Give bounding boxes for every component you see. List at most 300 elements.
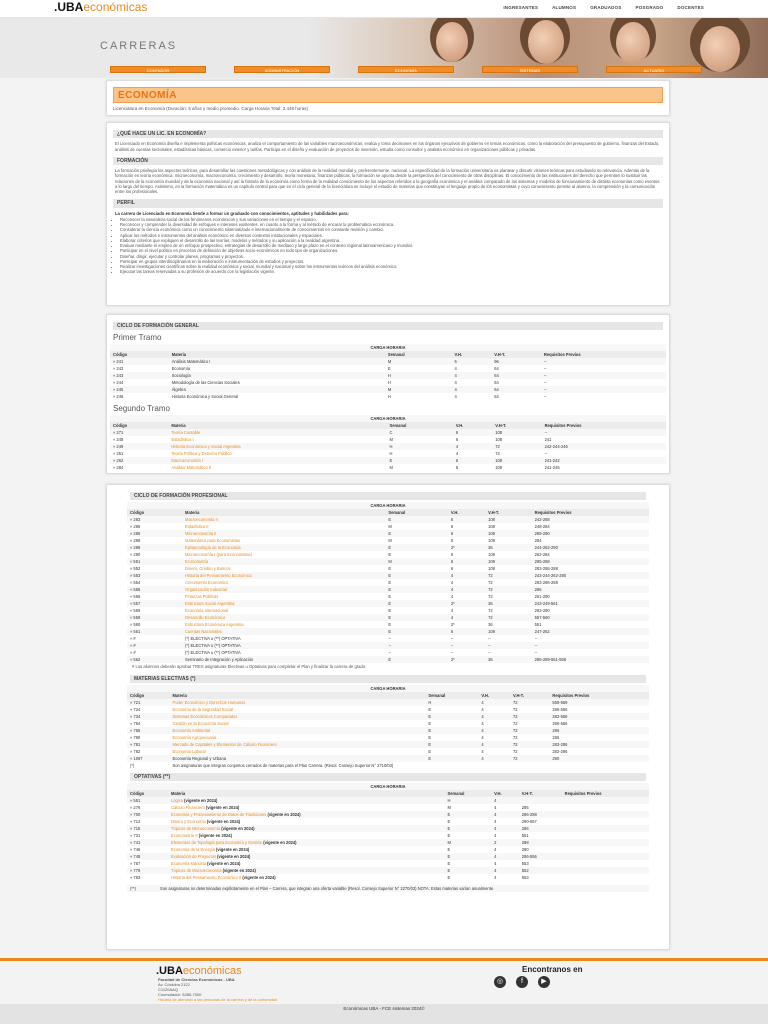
table-cell: » 271 (110, 429, 168, 436)
table-cell: E (425, 755, 478, 762)
table-cell: M (445, 839, 492, 846)
career-header-card (106, 80, 670, 116)
table-cell (562, 818, 649, 825)
table-cell: Economía (171, 366, 191, 372)
table-row (110, 393, 666, 400)
formacion-text: La formación privilegia los aspectos teóricos, para desarrollar las cuestiones metodológicas y con análisis de la realidad mundial y, preferentemente, nacional. La especificidad de la formación universitaria es plantear y discutir visiones teóricas para estudiando su relevancia. Además de la formación en teoría económica: microeconomía, macroeconomía, crecimiento y desarrollo, teoría monetaria, finanzas públicas, la formación se apunta desde la perspectiva del conocimiento de otras disciplinas. El conocimiento de las instituciones del derecho que permiten lo sustituir las relaciones de la economía mundial y de la economía nacional y así la historia de la economía como forma de la realidad conocimiento de los aspectos referidos a la geografía económica y el análisis comparado de los sistemas y modelos de funcionamiento de distinta economías como eventos a lo largo del tiempo. Asimismo, en la formación matemática es un capítulo central para que en el ciclo general de la licenciatura se incluye el estudio de materias que constituyan el lenguaje propio de los economistas y cuyo conocimiento permite al alumno, la comprensión y la comunicación entre los profesionales. (115, 168, 660, 194)
table-cell: 283-286 (549, 741, 649, 748)
table-cell: 553 (521, 860, 529, 866)
table-cell: 72 (510, 741, 549, 748)
course-link[interactable]: Epistemología de la Economía (185, 545, 241, 551)
nav-ingresantes[interactable]: INGRESANTES (503, 5, 539, 10)
course-link[interactable]: Economía Marxista (170, 860, 207, 866)
table-cell (168, 839, 445, 846)
course-link[interactable]: Teoría Política y Derecho Público (171, 451, 232, 457)
table-cell: 4 (494, 874, 497, 880)
nav-posgrado[interactable]: POSGRADO (635, 5, 664, 10)
course-link[interactable]: Estadística I (171, 437, 194, 443)
table-cell: » 700 (127, 811, 168, 818)
table-row (110, 386, 666, 393)
col-header: Materia (168, 422, 386, 429)
col-header: Requisitos Previos (541, 351, 666, 358)
footer-address-title: Facultad de Ciencias Económicas - UBA (158, 977, 235, 982)
vigente-label: (vigente en 2024) (266, 811, 301, 817)
course-link[interactable]: Microeconomía I (para Economistas) (185, 552, 252, 558)
tab-economia[interactable]: ECONOMÍA (358, 66, 454, 73)
col-header: Código (127, 692, 170, 699)
table-cell: 243-244-262-290 (532, 572, 649, 579)
about-heading: ¿QUÉ HACE UN LIC. EN ECONOMÍA? (113, 130, 663, 138)
table-cell: -- (488, 650, 491, 656)
list-item: • Ejecutar las tareas reservadas a su profesión de acuerdo con la legislación vigente. (120, 269, 666, 274)
table-cell (562, 867, 649, 874)
page-title: CARRERAS (100, 40, 178, 52)
table-cell: E (425, 713, 478, 720)
table-cell: E (385, 544, 448, 551)
course-link[interactable]: Economía Agropecuaria (172, 734, 217, 740)
table-cell: » 712 (130, 818, 141, 824)
table-cell (168, 450, 386, 457)
table-cell: » 262 (110, 457, 168, 464)
list-item: • Diseñar, dirigir, ejecutar y controlar planes, programas y proyectos. (120, 254, 666, 259)
footer-hours: Horario de atención a las personas de la carrera y de la comunidad (158, 997, 278, 1002)
course-link[interactable]: Sistemas Económicos Comparados (172, 713, 238, 719)
table-cell (182, 600, 385, 607)
course-link[interactable]: Economía Internacional (185, 608, 229, 614)
table-cell: 4 (491, 867, 519, 874)
table-cell: 6 (450, 538, 454, 544)
table-cell: » 290 (130, 552, 141, 558)
table-cell (562, 874, 649, 881)
course-link[interactable]: Tópicos de Macroeconomía (170, 867, 222, 873)
list-item: • Participar en grupos interdisciplinarios en la elaboración e instrumentación de estudios y proyectos. (120, 259, 666, 264)
table-row (110, 436, 666, 443)
perfil-lead: La carrera de Licenciado en Economía tiende a formar un graduado con conocimientos, aptitudes y habilidades para: (115, 210, 349, 216)
general-cycle-card (106, 314, 670, 474)
col-header: Requisitos Previos (532, 509, 649, 516)
table-cell: 108 (488, 538, 495, 544)
youtube-icon[interactable]: ▶ (538, 976, 550, 988)
course-link[interactable]: Econometría II (170, 832, 198, 838)
table-row (127, 558, 649, 565)
course-link[interactable]: Desarrollo Económico (185, 615, 226, 621)
table-cell: 36 (485, 656, 532, 663)
table-cell: 72 (510, 699, 549, 706)
table-cell: 6 (455, 437, 459, 443)
course-link[interactable]: Crecimiento Económico (185, 580, 229, 586)
table-cell: 4 (491, 811, 519, 818)
tramo1-title: Primer Tramo (113, 333, 162, 343)
course-link[interactable]: Estadística II (185, 524, 209, 530)
course-link[interactable]: Estructura Social Argentina (185, 601, 235, 607)
table-cell (168, 846, 445, 853)
profesional-cycle-card (106, 484, 670, 950)
table-cell: H (425, 699, 478, 706)
footer-logo[interactable]: .UBAeconómicas (156, 965, 242, 977)
course-link[interactable]: Estructura Económica Argentina (185, 622, 244, 628)
course-link[interactable]: Matemática para Economistas (185, 538, 241, 544)
table-cell: 2* (448, 544, 485, 551)
course-link[interactable]: Mercado de Capitales y Elementos de Cálculo Financiero (172, 741, 277, 747)
table-row (127, 825, 649, 832)
table-cell: M (388, 538, 392, 544)
col-header: Semanal (445, 790, 492, 797)
table-cell (168, 818, 445, 825)
table-cell: 4 (478, 755, 510, 762)
course-link[interactable]: Microeconomía II (185, 531, 217, 537)
vigente-label: (vigente en 2024) (214, 846, 250, 852)
general-heading: CICLO DE FORMACIÓN GENERAL (113, 322, 663, 330)
table-cell (182, 544, 385, 551)
table-cell: » 767 (130, 860, 141, 866)
table-cell (182, 572, 385, 579)
table-cell: 6 (448, 628, 485, 635)
about-text: El Licenciado en Economía diseña e implementa políticas económicas, analiza el comportamiento de las variables macroeconómicas, evalúa y toma decisiones en los órganos ejecutivos de gobierno en temas económicos, como la elaboración del presupuesto de gobierno, finanzas del Estado, análisis de cuentas sectoriales, estadísticas básicas, comercio exterior y tarifas. Participa en el diseño y evaluación de proyectos de inversión, estudia como consultor y analista económico en organizaciones públicas y privadas. (115, 141, 660, 152)
list-item: • Considerar la ciencia económica como un conocimiento sistematizado e internacionalmente de conocimientos en constante revisión y cambio. (120, 227, 666, 232)
course-link[interactable]: Elementos de Topología para Economía y Gestión (170, 839, 263, 845)
course-link[interactable]: Organización Industrial (185, 587, 227, 593)
table-row (127, 846, 649, 853)
table-cell: » 249 (110, 443, 168, 450)
optativas-note-code: (**) (127, 885, 157, 892)
table-cell: E (445, 811, 492, 818)
table-row (127, 755, 649, 762)
table-cell (170, 720, 426, 727)
table-cell: -- (534, 636, 538, 642)
course-link[interactable]: Análisis Matemático II (171, 465, 212, 471)
table-cell (168, 443, 386, 450)
table-cell: E (388, 566, 392, 572)
col-header: Requisitos Previos (549, 692, 649, 699)
course-link[interactable]: Economía de la Seguridad Social (172, 706, 234, 712)
table-cell: 4 (448, 586, 485, 593)
table-cell: » 248 (113, 437, 124, 443)
table-cell (168, 804, 445, 811)
table-cell (182, 565, 385, 572)
table-cell: 288-290 (532, 530, 649, 537)
instagram-icon[interactable]: ◎ (494, 976, 506, 988)
col-header: Materia (170, 692, 426, 699)
table-cell (562, 860, 649, 867)
table-row (127, 797, 649, 804)
table-cell: 288 (519, 839, 562, 846)
table-row (127, 649, 649, 656)
table-cell: 4 (491, 853, 519, 860)
table-cell (182, 607, 385, 614)
profesional-table (127, 502, 649, 663)
col-header: V.H-T. (519, 790, 562, 797)
table-cell: -- (532, 642, 649, 649)
table-row (127, 635, 649, 642)
table-cell (182, 614, 385, 621)
col-header: V.H. (453, 422, 492, 429)
table-cell: 6 (448, 516, 485, 523)
table-row (127, 741, 649, 748)
career-tabs (110, 66, 702, 73)
table-cell: » 764 (130, 720, 141, 726)
table-cell: 72 (492, 443, 541, 450)
table-cell: » 561 (127, 628, 182, 635)
table-row (127, 586, 649, 593)
table-row (127, 579, 649, 586)
table-cell: 247-262 (532, 628, 649, 635)
table-cell: E (428, 734, 432, 740)
table-cell: Son asignaturas que integran conjuntos cerrados de materias para el Plan Carrera. (Resol. Consejo Superior N° 2710/03) (172, 762, 394, 768)
vigente-label: (vigente en 2024) (241, 874, 276, 880)
table-row (127, 818, 649, 825)
table-cell: » 734 (127, 713, 170, 720)
table-cell: 2* (450, 622, 455, 628)
course-link[interactable]: Teoría Contable (171, 430, 201, 436)
table-cell: 2* (448, 600, 485, 607)
table-row (127, 593, 649, 600)
table-cell: 4 (455, 451, 459, 457)
table-cell (562, 846, 649, 853)
course-link[interactable]: Economía y Procesamiento de Datos de Tradiciones (170, 811, 267, 817)
table-cell: 6 (450, 524, 454, 530)
carga-horaria-label: CARGA HORARIA (127, 685, 649, 692)
carga-horaria-label: CARGA HORARIA (110, 344, 666, 351)
col-header: Materia (182, 509, 385, 516)
table-row (127, 523, 649, 530)
col-header: Semanal (385, 351, 452, 358)
table-cell: 248-284 (534, 524, 550, 530)
table-cell: 286 (519, 825, 562, 832)
table-cell (170, 727, 426, 734)
table-cell: E (385, 530, 448, 537)
optativas-table (127, 783, 649, 881)
table-row (127, 720, 649, 727)
table-cell: E (447, 860, 451, 866)
table-cell: 558-559 (549, 699, 649, 706)
course-link[interactable]: Tópicos de Microeconomía (170, 825, 221, 831)
table-cell: 108 (485, 530, 532, 537)
vigente-label: (vigente en 2024) (221, 867, 256, 873)
table-cell (182, 579, 385, 586)
table-cell: 4 (491, 825, 519, 832)
col-header: Semanal (385, 509, 448, 516)
table-cell: » 562 (127, 656, 182, 663)
table-cell: Análisis Matemático I (169, 358, 385, 365)
table-cell: E (388, 594, 392, 600)
table-cell: » 551 (127, 797, 168, 804)
table-cell: » 243 (110, 372, 169, 379)
table-cell: » 245 (110, 386, 169, 393)
course-link[interactable]: Historia del Pensamiento Económico II (170, 874, 242, 880)
tramo2-table (110, 415, 666, 471)
table-cell: 244-262-290 (532, 544, 649, 551)
table-cell (168, 811, 445, 818)
table-cell (170, 734, 426, 741)
table-row (127, 572, 649, 579)
table-cell: » 765 (127, 727, 170, 734)
tab-sistemas[interactable]: SISTEMAS (482, 66, 578, 73)
table-cell: 4 (452, 386, 492, 393)
table-cell: (*) ELECTIVA u (**) OPTATIVA (182, 642, 385, 649)
course-link[interactable]: Evaluación de Proyectos (170, 853, 217, 859)
social-links (494, 976, 550, 988)
table-cell: Metodología de las Ciencias Sociales (171, 380, 240, 386)
table-cell: E (388, 622, 392, 628)
table-row (127, 642, 649, 649)
course-link[interactable]: Poder Económico y Derechos Humanos (172, 699, 246, 705)
course-link[interactable]: Macroeconomía I (171, 458, 203, 464)
table-cell: M (388, 524, 392, 530)
carga-horaria-label: CARGA HORARIA (127, 783, 649, 790)
table-cell: 557-560 (532, 614, 649, 621)
table-cell: 286-556 (552, 720, 568, 726)
table-row (127, 811, 649, 818)
table-cell: E (447, 818, 451, 824)
course-link[interactable]: Finanzas Públicas (185, 594, 219, 600)
footer-info (158, 977, 277, 1002)
table-cell: » 552 (130, 566, 141, 572)
table-cell: -- (450, 636, 454, 642)
table-cell: 4 (454, 394, 457, 400)
table-cell: 286-288 (519, 811, 562, 818)
table-row (127, 551, 649, 558)
course-link[interactable]: Economía Laboral (172, 748, 206, 754)
table-cell (182, 586, 385, 593)
course-link[interactable]: Economía de la Energía (170, 846, 215, 852)
table-cell: » 556 (130, 594, 141, 600)
table-cell: » 724 (130, 706, 141, 712)
table-cell: H (445, 797, 492, 804)
table-cell: 4 (481, 748, 484, 754)
table-row (127, 748, 649, 755)
nav-docentes[interactable]: DOCENTES (677, 5, 704, 10)
table-cell: 108 (485, 558, 532, 565)
career-title: ECONOMÍA (118, 90, 177, 101)
course-link[interactable]: Cuentas Nacionales (185, 629, 222, 635)
tab-administracion[interactable]: ADMINISTRACIÓN (234, 66, 330, 73)
table-row (127, 713, 649, 720)
table-cell (170, 706, 426, 713)
table-cell: » 276 (130, 804, 141, 810)
copyright: Económicas UBA - FCE sistemas 2024© (0, 1004, 768, 1024)
table-cell: E (387, 457, 453, 464)
tab-actuario[interactable]: ACTUARIO (606, 66, 702, 73)
table-cell: E (387, 366, 391, 372)
footer-address: Av. Córdoba 2122 (158, 982, 190, 987)
table-cell: 282-558 (549, 713, 649, 720)
table-row (127, 706, 649, 713)
table-cell: 4 (494, 818, 497, 824)
course-link[interactable]: Historia Económica y Social Argentina (171, 444, 241, 450)
course-link[interactable]: Economía Ambiental (172, 727, 211, 733)
col-header: V.H. (491, 790, 519, 797)
facebook-icon[interactable]: f (516, 976, 528, 988)
col-header: Requisitos Previos (562, 790, 649, 797)
table-cell (182, 621, 385, 628)
table-cell: E (445, 825, 492, 832)
table-cell: 96 (491, 358, 541, 365)
table-cell (168, 825, 445, 832)
table-cell: 4 (494, 804, 497, 810)
table-cell: 6 (452, 358, 492, 365)
table-cell: E (447, 846, 451, 852)
table-cell: 108 (488, 524, 495, 530)
table-cell: H (385, 372, 452, 379)
course-link[interactable]: Dinero, Crédito y Bancos (185, 566, 231, 572)
table-cell: » 244 (113, 380, 124, 386)
table-cell: » 559 (130, 608, 141, 614)
table-cell: 283-290 (534, 608, 550, 614)
table-cell: (*) (130, 762, 135, 768)
table-cell: -- (448, 642, 485, 649)
course-link[interactable]: Dinero y Economía (170, 818, 206, 824)
table-cell: E (447, 832, 451, 838)
course-link[interactable]: Cálculo Financiero (170, 804, 205, 810)
table-cell: -- (485, 642, 532, 649)
table-cell: 4 (448, 614, 485, 621)
course-link[interactable]: Gestión en la Economía Social (172, 720, 229, 726)
table-cell (519, 797, 562, 804)
tab-contador[interactable]: CONTADOR (110, 66, 206, 73)
course-link[interactable]: Econometría (185, 559, 209, 565)
follow-title: Encontranos en (522, 965, 583, 974)
about-card (106, 122, 670, 306)
table-cell: 286-556 (519, 853, 562, 860)
col-header: Código (110, 422, 168, 429)
table-cell: 72 (488, 594, 493, 600)
table-cell: M (389, 437, 393, 443)
table-row (127, 762, 649, 769)
table-cell (168, 867, 445, 874)
table-cell: E (388, 580, 392, 586)
table-cell: 4 (481, 734, 484, 740)
table-cell: H (387, 380, 391, 386)
table-cell: 283-286-288 (534, 580, 558, 586)
table-cell: » 779 (127, 867, 168, 874)
table-cell (182, 523, 385, 530)
table-cell: » 551 (127, 558, 182, 565)
table-cell: -- (488, 636, 491, 642)
nav-alumnos[interactable]: ALUMNOS (552, 5, 577, 10)
col-header: V.H-T. (510, 692, 549, 699)
list-item: • Elaborar criterios que expliquen el desarrollo de las teorías, modelos y métodos y su aplicación a la realidad argentina. (120, 238, 666, 243)
table-cell: » 715 (127, 825, 168, 832)
table-cell: 72 (485, 586, 532, 593)
perfil-heading: PERFIL (113, 199, 663, 207)
table-cell: -- (541, 386, 666, 393)
table-cell: » 782 (130, 748, 141, 754)
course-link[interactable]: Historia del Pensamiento Económico (185, 573, 252, 579)
col-header: V.H. (478, 692, 510, 699)
table-cell: 4 (448, 572, 485, 579)
nav-graduados[interactable]: GRADUADOS (590, 5, 622, 10)
course-link[interactable]: Lógica (170, 797, 184, 803)
table-cell: 6 (448, 530, 485, 537)
table-cell: 4 (494, 860, 497, 866)
table-cell: 4 (478, 741, 510, 748)
table-cell (168, 457, 386, 464)
top-bar (0, 0, 768, 18)
table-cell: » 748 (127, 853, 168, 860)
table-cell: 241-245 (544, 465, 560, 471)
table-cell: 282-286 (552, 748, 568, 754)
site-logo[interactable]: .UBAeconómicas (54, 0, 148, 14)
vigente-label: (vigente en 2024) (262, 839, 297, 845)
table-cell: -- (541, 372, 666, 379)
table-cell (170, 741, 426, 748)
table-cell: 72 (495, 451, 500, 457)
table-row (127, 656, 649, 663)
table-cell: H (387, 443, 453, 450)
table-cell (182, 537, 385, 544)
table-cell: 4 (494, 832, 497, 838)
course-link[interactable]: Macroeconomía II (185, 517, 218, 523)
